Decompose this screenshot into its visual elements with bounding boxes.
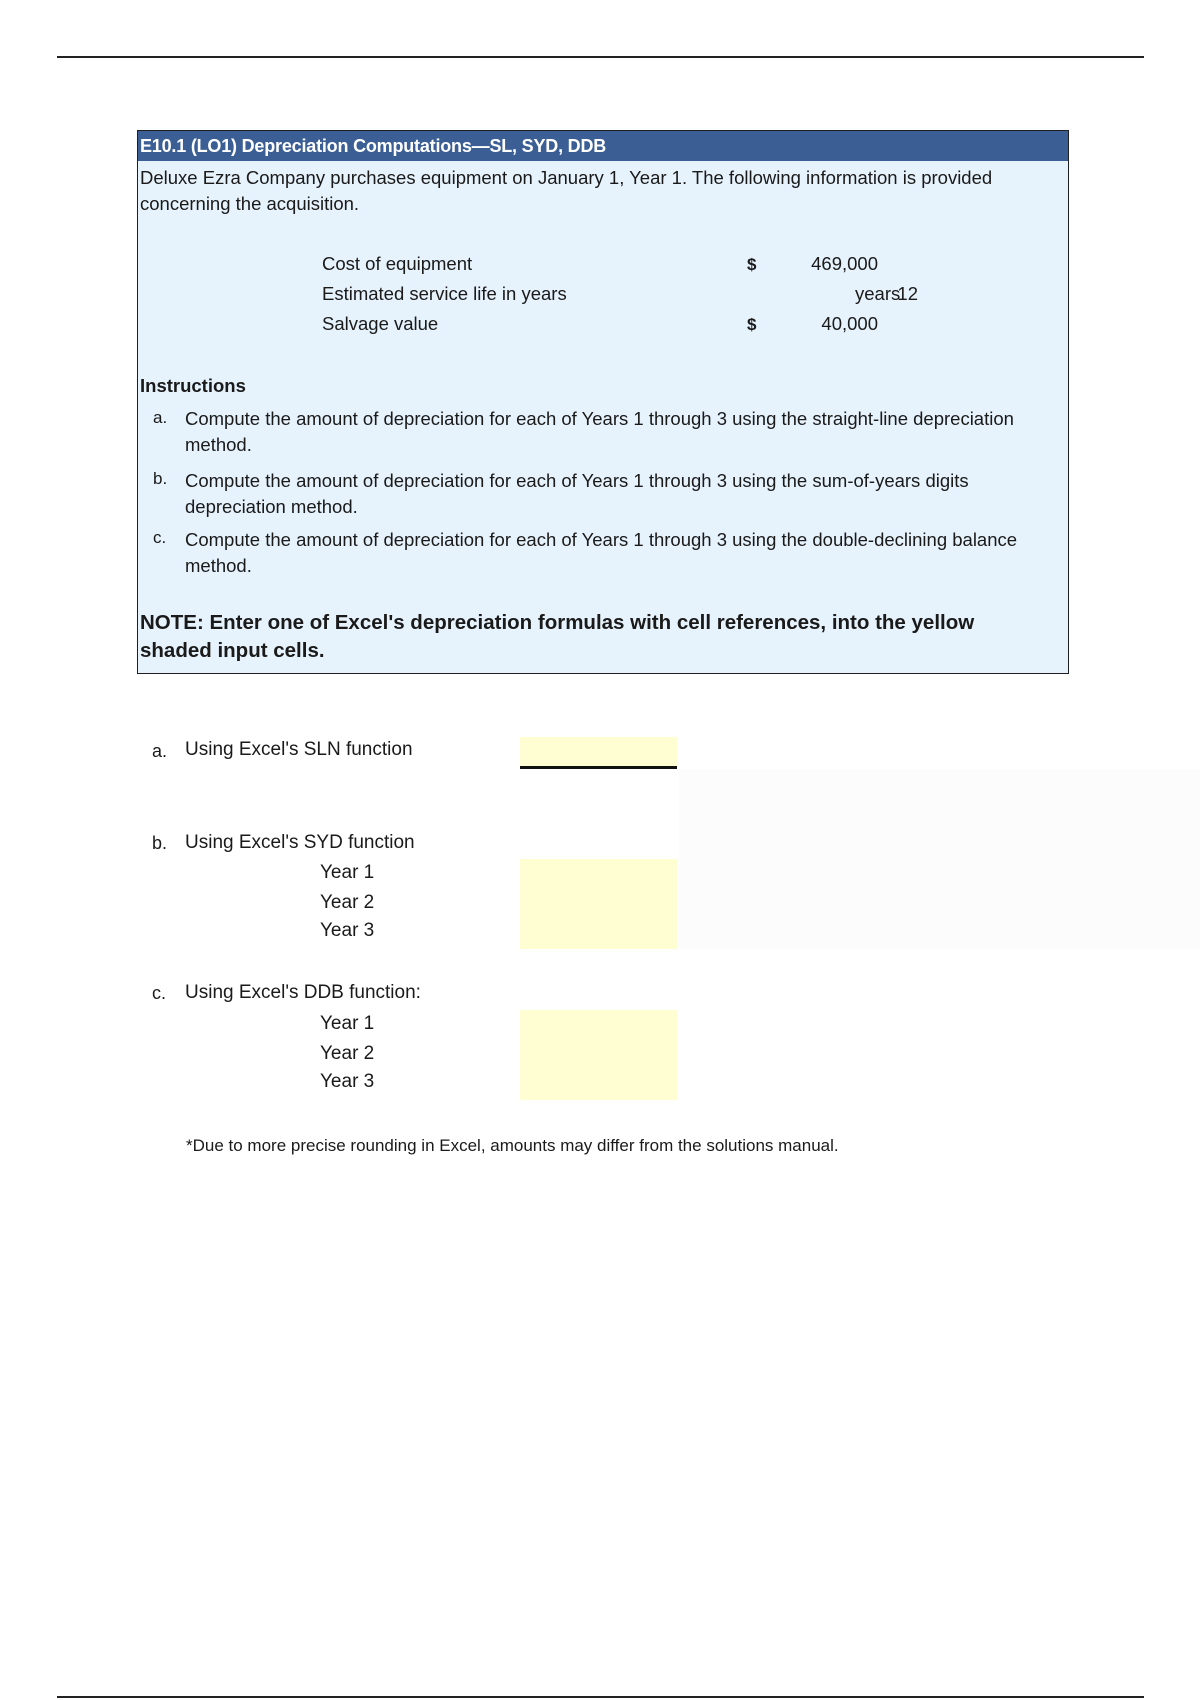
ddb-year-2-input[interactable] [520,1040,677,1070]
cost-value: 469,000 [811,253,878,274]
note-text: NOTE: Enter one of Excel's depreciation formulas with cell references, into the yellow shaded input cells. [140,611,975,662]
life-value: 12 [897,283,918,304]
syd-year-2-input[interactable] [520,889,677,919]
part-a-label: Using Excel's SLN function [185,739,413,760]
ddb-year-label: Year 1 [320,1013,375,1034]
part-b-letter: b. [152,833,168,853]
problem-title: E10.1 (LO1) Depreciation Computations—SL, SYD, DDB [138,131,1068,161]
syd-year-1-input[interactable] [520,859,677,889]
cost-currency: $ [747,255,757,274]
instruction-text: Compute the amount of depreciation for each of Years 1 through 3 using the sum-of-years digits depreciation method. [185,470,969,517]
salvage-currency: $ [747,315,757,334]
instructions-heading: Instructions [140,375,246,396]
instruction-text: Compute the amount of depreciation for each of Years 1 through 3 using the straight-line depreciation method. [185,408,1014,455]
ddb-year-3-input[interactable] [520,1070,677,1100]
sheet-shading [679,769,1200,861]
salvage-label: Salvage value [322,313,439,334]
part-c-label: Using Excel's DDB function: [185,982,421,1003]
life-label: Estimated service life in years [322,283,567,304]
syd-year-label: Year 1 [320,862,375,883]
ddb-year-label: Year 2 [320,1043,375,1064]
syd-year-label: Year 2 [320,892,375,913]
instruction-letter: b. [153,469,168,488]
problem-box [137,130,1069,674]
sheet-shading [679,859,1200,949]
salvage-value: 40,000 [821,313,878,334]
footnote: *Due to more precise rounding in Excel, amounts may differ from the solutions manual. [186,1136,839,1155]
syd-year-label: Year 3 [320,920,375,941]
ddb-year-label: Year 3 [320,1071,375,1092]
page-top-rule [57,56,1144,58]
page-bottom-rule [57,1696,1144,1698]
instruction-letter: a. [153,408,168,427]
part-a-letter: a. [152,741,168,761]
life-unit: years [855,283,901,304]
syd-year-3-input[interactable] [520,919,677,949]
instruction-letter: c. [153,528,167,547]
sln-input-cell[interactable] [520,737,677,769]
part-b-label: Using Excel's SYD function [185,832,415,853]
cost-label: Cost of equipment [322,253,473,274]
problem-intro: Deluxe Ezra Company purchases equipment on January 1, Year 1. The following information is provided concerning the acquisition. [140,167,993,214]
part-c-letter: c. [152,983,167,1003]
instruction-text: Compute the amount of depreciation for each of Years 1 through 3 using the double-declining balance method. [185,529,1018,576]
ddb-year-1-input[interactable] [520,1010,677,1040]
